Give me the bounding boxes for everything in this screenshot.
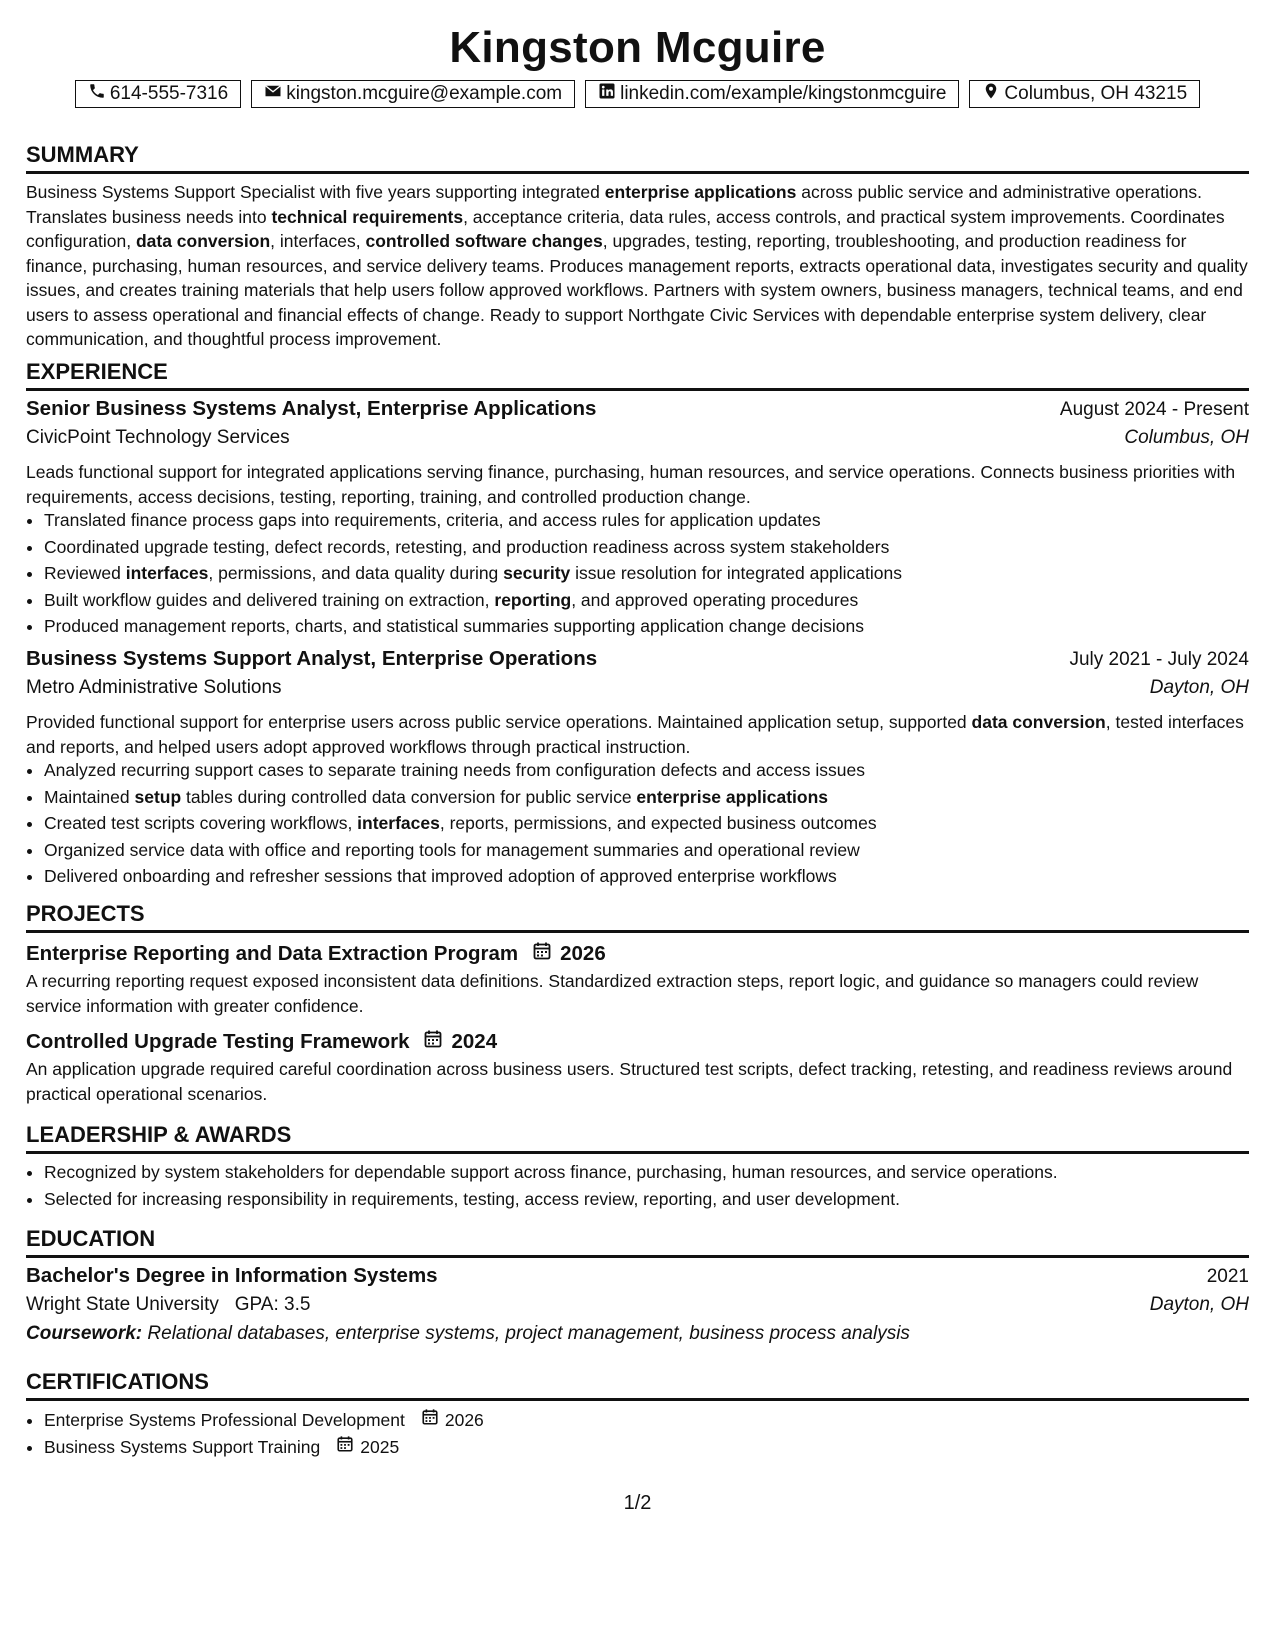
phone-icon	[88, 82, 106, 106]
list-item: • Selected for increasing responsibility in requirements, testing, access review, reporting, and user development.	[44, 1186, 1269, 1213]
calendar-icon	[326, 1434, 354, 1461]
certifications-list	[26, 1407, 1269, 1460]
bold-keyword: interfaces	[357, 813, 440, 833]
job-2-summary: Provided functional support for enterprise users across public service operations. Maintained application setup, supported data conversion, tested interfaces and reports, and helped users adopt approved workflows through practical instruction.	[26, 712, 1244, 757]
candidate-name: Kingston Mcguire	[449, 23, 826, 72]
section-title-leadership: LEADERSHIP & AWARDS	[26, 1121, 1249, 1154]
project-2-description: An application upgrade required careful coordination across business users. Structured test scripts, defect tracking, retesting, and readiness reviews around practical operational scenarios.	[26, 1059, 1233, 1104]
project-1-header	[26, 941, 606, 967]
section-title-education: EDUCATION	[26, 1225, 1249, 1258]
map-pin-icon	[982, 82, 1000, 106]
list-item: • Created test scripts covering workflows, interfaces, reports, permissions, and expected business outcomes	[44, 810, 1269, 837]
list-item: • Delivered onboarding and refresher sessions that improved adoption of approved enterprise workflows	[44, 863, 1269, 890]
certification-year: 2026	[444, 1410, 484, 1430]
school-info	[26, 1294, 310, 1316]
school-name: Wright State University	[26, 1294, 219, 1315]
section-title-summary: SUMMARY	[26, 141, 1249, 174]
calendar-icon	[526, 941, 552, 967]
gpa: GPA: 3.5	[234, 1294, 311, 1315]
school-location: Dayton, OH	[1149, 1294, 1249, 1315]
job-location: Dayton, OH	[1149, 677, 1249, 698]
project-year: 2026	[560, 942, 606, 965]
calendar-icon	[411, 1407, 439, 1434]
job-1-bullets	[26, 507, 1269, 640]
list-item: • Translated finance process gaps into requirements, criteria, and access rules for application updates	[44, 507, 1269, 534]
job-location: Columbus, OH	[1124, 427, 1249, 448]
bold-keyword: technical requirements	[271, 206, 464, 227]
summary-text: Business Systems Support Specialist with five years supporting integrated enterprise applications across public service and administrative operations. Translates business needs into technical requirements, acceptance criteria, data rules, access controls, and practical system improvements. Coordinates configuration, data conversion, interfaces, controlled software changes, upgrades, testing, reporting, troubleshooting, and production readiness for finance, purchasing, human resources, and service delivery teams. Produces management reports, extracts operational data, investigates security and quality issues, and creates training materials that help users follow approved workflows. Partners with system owners, business managers, technical teams, and end users to assess operational and financial effects of change. Ready to support Northgate Civic Services with dependable enterprise system delivery, clear communication, and thoughtful process improvement.	[26, 182, 1248, 349]
list-item: • Produced management reports, charts, and statistical summaries supporting application change decisions	[44, 613, 1269, 640]
section-title-experience: EXPERIENCE	[26, 358, 1249, 391]
list-item: • Reviewed interfaces, permissions, and data quality during security issue resolution for integrated applications	[44, 560, 1269, 587]
project-1-description: A recurring reporting request exposed inconsistent data definitions. Standardized extraction steps, report logic, and guidance so managers could review service information with greater confidence.	[26, 971, 1199, 1016]
certification-year: 2025	[360, 1436, 400, 1457]
bold-keyword: reporting	[494, 589, 572, 610]
leadership-list	[26, 1159, 1269, 1212]
list-item	[44, 1407, 1269, 1434]
bold-keyword: controlled software changes	[365, 231, 603, 251]
list-item: • Built workflow guides and delivered training on extraction, reporting, and approved operating procedures	[44, 587, 1269, 614]
education-school-row	[26, 1294, 1249, 1316]
company-name: Metro Administrative Solutions	[26, 677, 282, 698]
page-number: 1/2	[623, 1492, 652, 1514]
education-header	[26, 1264, 1249, 1288]
project-name: Enterprise Reporting and Data Extraction Program	[26, 942, 519, 965]
degree-name: Bachelor's Degree in Information Systems	[26, 1264, 438, 1287]
job-1-header	[26, 397, 1249, 421]
job-1-company-row	[26, 427, 1249, 449]
bold-keyword: enterprise applications	[636, 786, 829, 807]
section-title-projects: PROJECTS	[26, 900, 1249, 933]
job-dates: July 2021 - July 2024	[1069, 649, 1249, 670]
job-2-header	[26, 647, 1249, 671]
job-2-company-row	[26, 677, 1249, 699]
linkedin-icon	[598, 82, 616, 106]
bold-keyword: setup	[134, 786, 182, 807]
certification-name: • Business Systems Support Training	[44, 1436, 321, 1457]
bold-keyword: security	[503, 563, 571, 583]
certification-name: • Enterprise Systems Professional Development	[44, 1410, 405, 1430]
email-text: kingston.mcguire@example.com	[286, 83, 563, 104]
coursework-label: Coursework:	[26, 1323, 143, 1344]
linkedin-contact[interactable]	[585, 80, 959, 108]
job-title: Business Systems Support Analyst, Enterprise Operations	[26, 647, 598, 670]
location-text: Columbus, OH 43215	[1004, 83, 1188, 104]
location-contact	[969, 80, 1200, 108]
list-item: • Recognized by system stakeholders for dependable support across finance, purchasing, human resources, and service operations.	[44, 1159, 1269, 1186]
bold-keyword: enterprise applications	[604, 182, 797, 202]
email-contact[interactable]	[251, 80, 575, 108]
bold-keyword: data conversion	[135, 231, 271, 251]
bold-keyword: interfaces	[125, 563, 209, 583]
job-dates: August 2024 - Present	[1059, 399, 1249, 420]
envelope-icon	[264, 82, 282, 106]
job-1-summary: Leads functional support for integrated applications serving finance, purchasing, human resources, and service operations. Connects business priorities with requirements, access decisions, testing, reporting, training, and controlled production change.	[26, 462, 1236, 507]
list-item: • Organized service data with office and reporting tools for management summaries and operational review	[44, 837, 1269, 864]
project-2-header	[26, 1029, 497, 1055]
list-item: • Coordinated upgrade testing, defect records, retesting, and production readiness across system stakeholders	[44, 534, 1269, 561]
calendar-icon	[417, 1029, 443, 1055]
graduation-year: 2021	[1206, 1266, 1249, 1287]
company-name: CivicPoint Technology Services	[26, 427, 290, 448]
job-title: Senior Business Systems Analyst, Enterprise Applications	[26, 397, 597, 420]
linkedin-text: linkedin.com/example/kingstonmcguire	[620, 83, 947, 104]
list-item: • Analyzed recurring support cases to separate training needs from configuration defects and access issues	[44, 757, 1269, 784]
bold-keyword: data conversion	[971, 712, 1106, 732]
section-title-certifications: CERTIFICATIONS	[26, 1368, 1249, 1401]
contact-bar	[0, 80, 1275, 108]
list-item: • Maintained setup tables during controlled data conversion for public service enterprise applications	[44, 784, 1269, 811]
project-year: 2024	[451, 1030, 498, 1053]
phone-text: 614-555-7316	[109, 83, 229, 104]
coursework-text: Relational databases, enterprise systems, project management, business process analysis	[147, 1323, 910, 1344]
project-name: Controlled Upgrade Testing Framework	[26, 1030, 410, 1053]
list-item	[44, 1434, 1269, 1461]
phone-contact[interactable]	[75, 80, 241, 108]
job-2-bullets	[26, 757, 1269, 890]
coursework	[26, 1323, 910, 1345]
